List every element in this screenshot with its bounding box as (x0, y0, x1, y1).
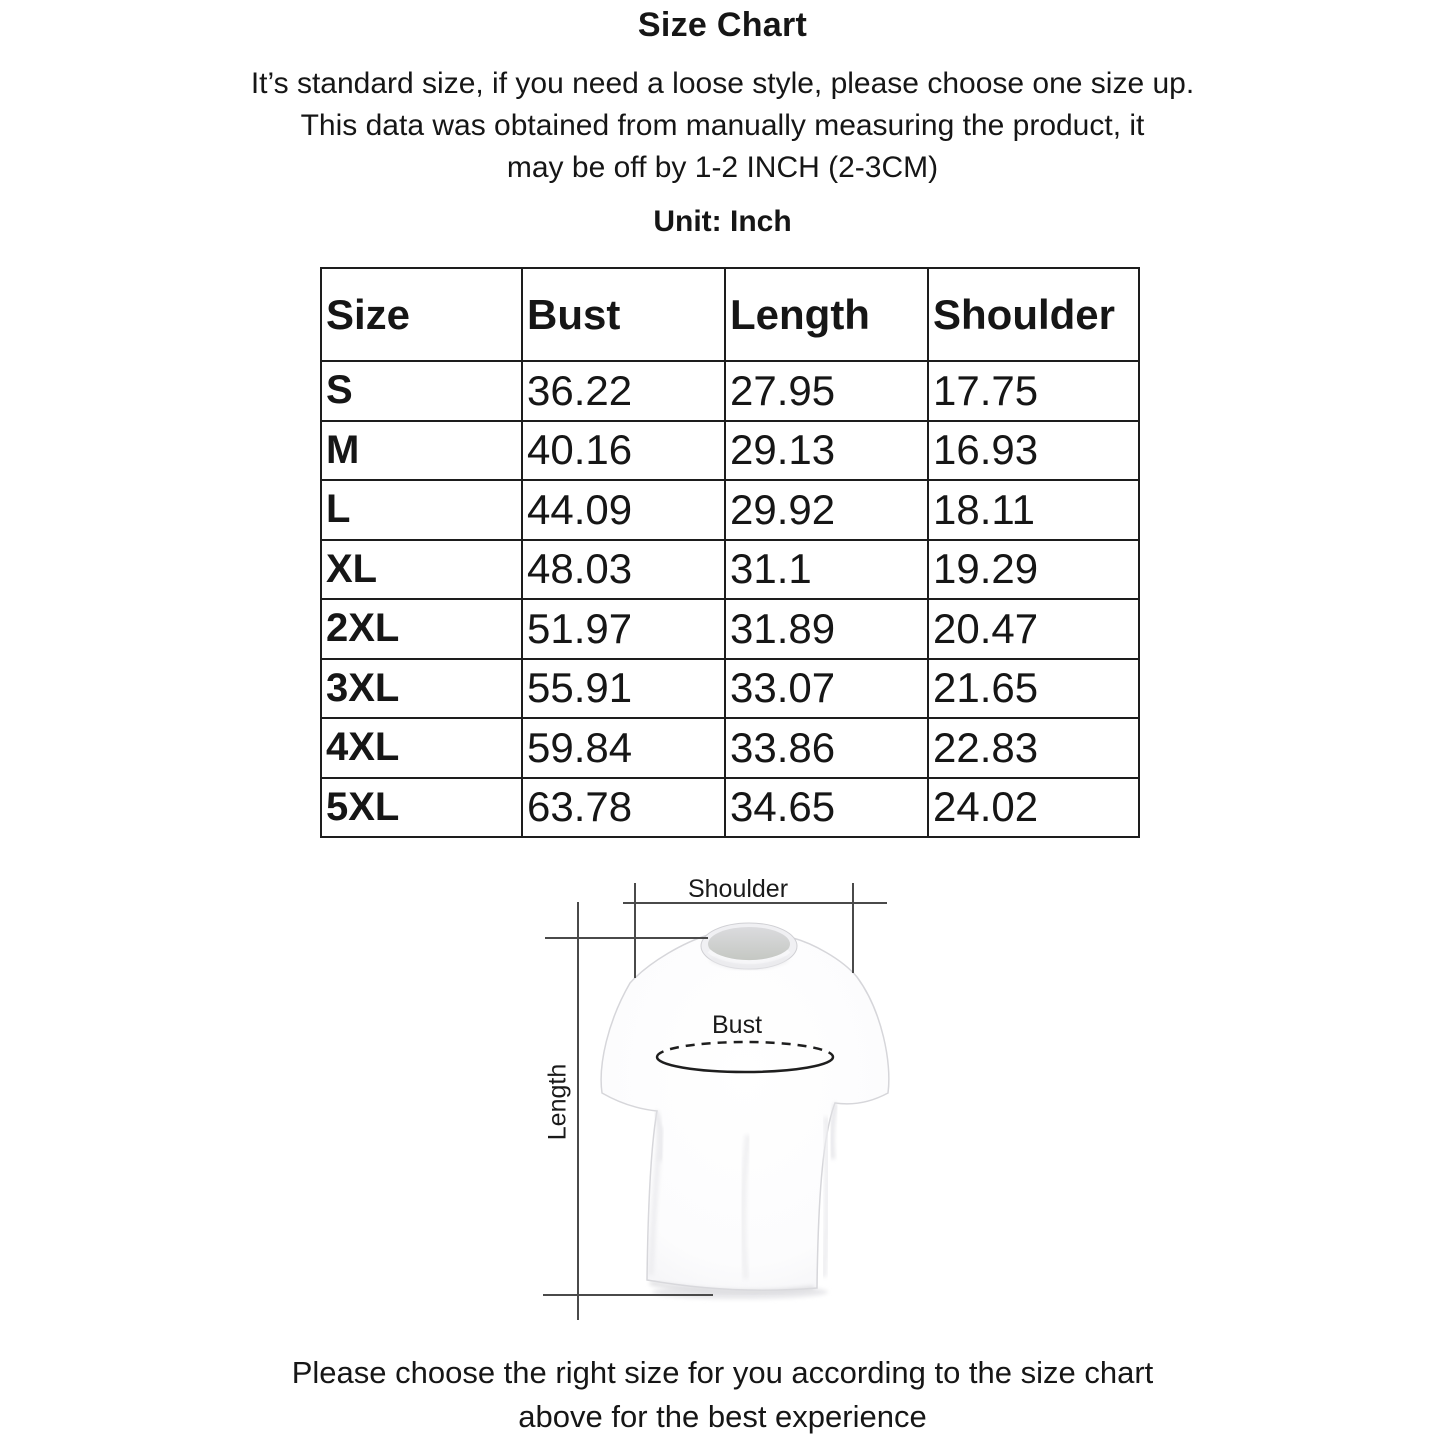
shoulder-value: 17.75 (928, 361, 1139, 421)
size-value: S (321, 361, 522, 421)
intro-line-2: This data was obtained from manually measuring the product, it (300, 109, 1145, 142)
table-row (321, 361, 1139, 421)
table-row (321, 421, 1139, 481)
shoulder-value: 18.11 (928, 480, 1139, 540)
length-value: 29.92 (725, 480, 928, 540)
column-header-size: Size (321, 268, 522, 361)
right-underarm-crease (832, 1103, 836, 1159)
bust-value: 44.09 (522, 480, 725, 540)
length-value: 27.95 (725, 361, 928, 421)
unit-label: Unit: Inch (653, 205, 792, 238)
intro-line-1: It’s standard size, if you need a loose style, please choose one size up. (250, 67, 1195, 100)
bust-value: 51.97 (522, 599, 725, 659)
shoulder-value: 21.65 (928, 659, 1139, 719)
bust-value: 36.22 (522, 361, 725, 421)
size-value: 3XL (321, 659, 522, 719)
shoulder-value: 24.02 (928, 778, 1139, 838)
table-header-row (321, 268, 1139, 361)
column-header-length: Length (725, 268, 928, 361)
length-value: 33.86 (725, 718, 928, 778)
size-value: M (321, 421, 522, 481)
bust-value: 59.84 (522, 718, 725, 778)
table-row (321, 718, 1139, 778)
shoulder-value: 16.93 (928, 421, 1139, 481)
tshirt-measurement-diagram (490, 875, 1000, 1340)
column-header-shoulder: Shoulder (928, 268, 1139, 361)
intro-text (0, 63, 1445, 189)
page-title: Size Chart (637, 6, 808, 44)
shoulder-value: 22.83 (928, 718, 1139, 778)
size-value: L (321, 480, 522, 540)
footer-note (0, 1351, 1445, 1439)
bust-value: 40.16 (522, 421, 725, 481)
size-value: 5XL (321, 778, 522, 838)
footer-line-1: Please choose the right size for you according to the size chart (291, 1355, 1154, 1390)
shoulder-value: 20.47 (928, 599, 1139, 659)
shoulder-measure-label: Shoulder (687, 875, 789, 903)
table-row (321, 480, 1139, 540)
size-value: XL (321, 540, 522, 600)
length-value: 34.65 (725, 778, 928, 838)
bust-value: 55.91 (522, 659, 725, 719)
table-row (321, 778, 1139, 838)
length-value: 33.07 (725, 659, 928, 719)
footer-line-2: above for the best experience (518, 1399, 927, 1434)
size-value: 2XL (321, 599, 522, 659)
bust-measure-label: Bust (711, 1011, 763, 1039)
shoulder-value: 19.29 (928, 540, 1139, 600)
intro-line-3: may be off by 1-2 INCH (2-3CM) (506, 151, 939, 184)
bust-value: 63.78 (522, 778, 725, 838)
right-body-shadow (824, 1117, 827, 1277)
size-table (320, 267, 1140, 838)
length-value: 29.13 (725, 421, 928, 481)
table-row (321, 659, 1139, 719)
length-measure-label: Length (543, 1063, 572, 1141)
bust-value: 48.03 (522, 540, 725, 600)
length-value: 31.1 (725, 540, 928, 600)
length-value: 31.89 (725, 599, 928, 659)
table-row (321, 540, 1139, 600)
table-row (321, 599, 1139, 659)
column-header-bust: Bust (522, 268, 725, 361)
size-value: 4XL (321, 718, 522, 778)
